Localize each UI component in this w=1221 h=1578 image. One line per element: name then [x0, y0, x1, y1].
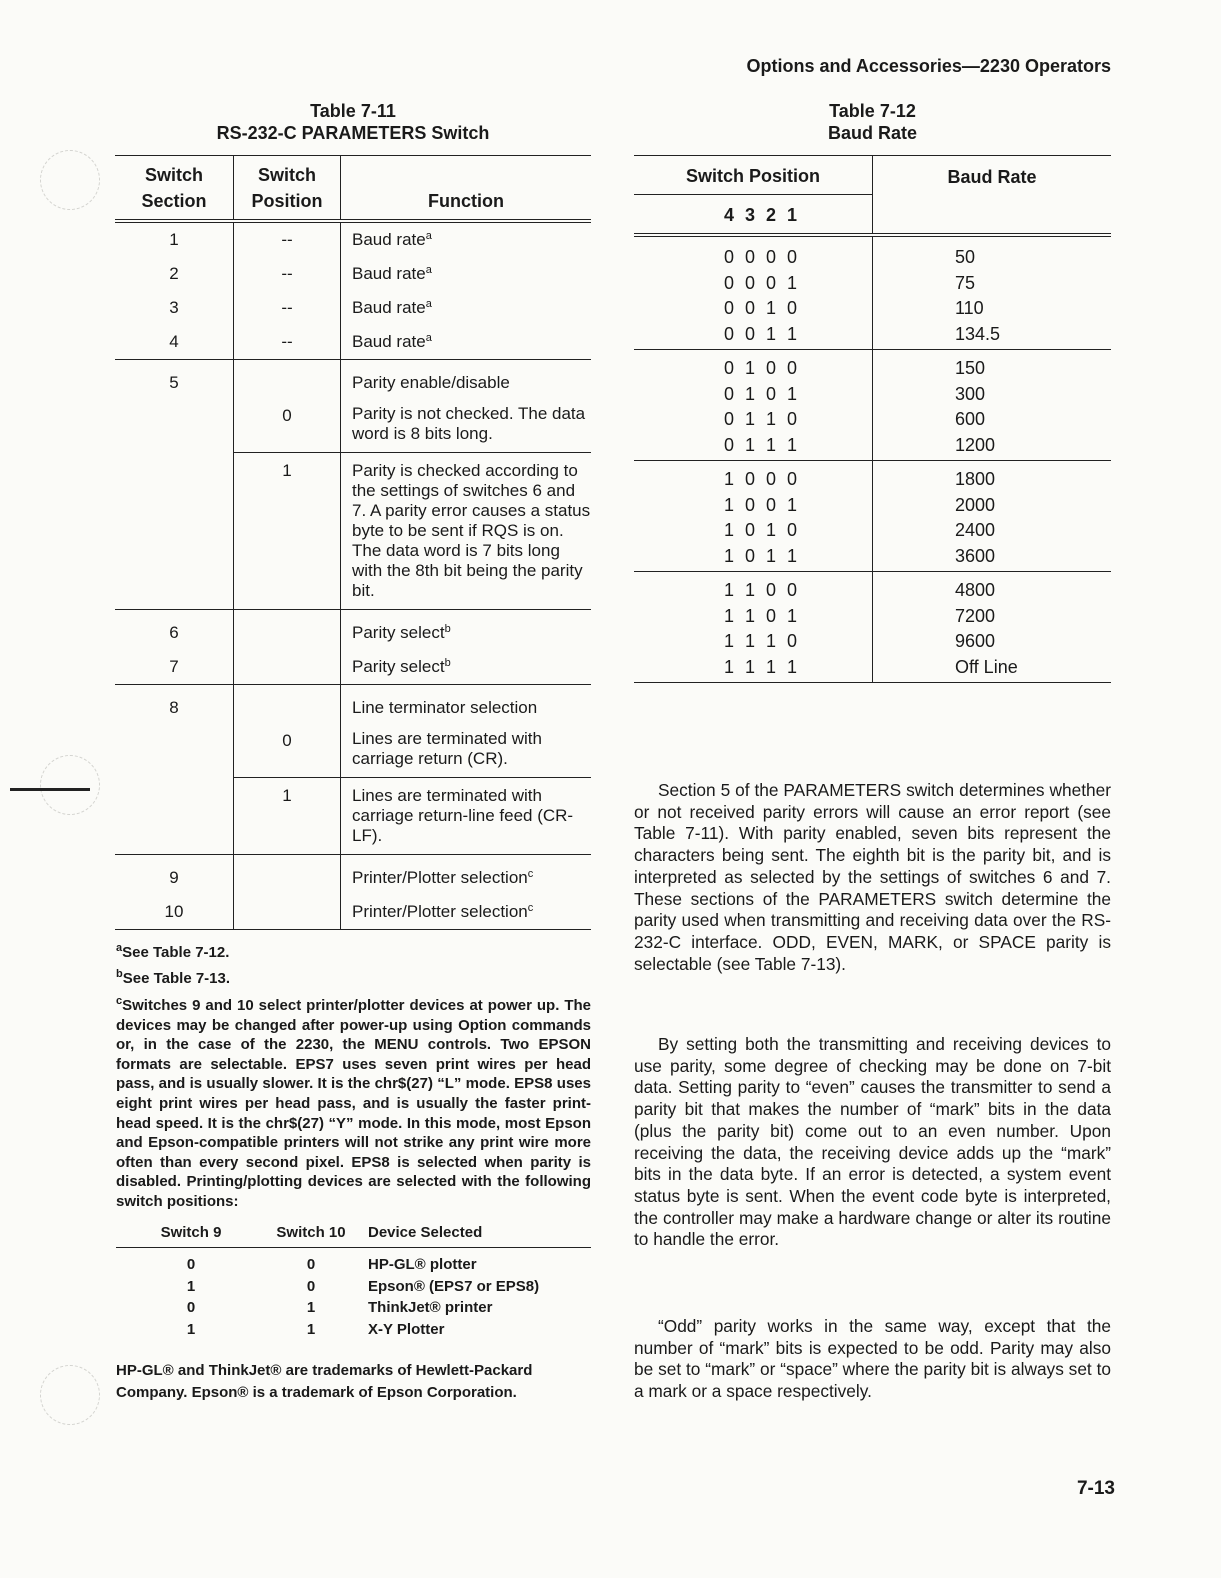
footnote-ref: c	[527, 868, 534, 880]
footnote-ref: b	[444, 623, 451, 635]
table-row	[115, 725, 591, 778]
switch9-cell: 0	[186, 1299, 196, 1317]
switch-bits-cell: 0 1 1 0	[634, 407, 873, 433]
baud-rate-cell: 600	[955, 409, 986, 429]
trademark-note: HP-GL® and ThinkJet® are trademarks of Hewlett-Packard Company. Epson® is a trademark of Epson Corporation.	[116, 1362, 533, 1401]
punch-hole	[40, 150, 100, 210]
table-number: Table 7-11	[310, 101, 396, 121]
function-cell: Printer/Plotter selection$^c$	[341, 855, 592, 896]
table-title: RS-232-C PARAMETERS Switch	[216, 123, 490, 143]
footnote-c: $^c$Switches 9 and 10 select printer/plotter devices at power up. The devices may be changed after power-up using Option commands or, in the case of the 2230, the MENU controls. Two EPSON formats are selectable. EPS7 uses seven print wires per head pass, and is usually slower. It is the chr$(27) “L” mode. EPS8 uses eight print wires per head pass, and is usually the faster print-head speed. It is the chr$(27) “Y” mode. In this mode, most Epson and Epson-compatible printers will not strike any print wire more often than every second pixel. EPS8 is selected when parity is disabled. Printing/plotting devices are selected with the following switch positions:	[116, 995, 591, 1210]
switch-bits-cell: 0 0 1 1	[634, 322, 873, 350]
section-cell	[115, 778, 234, 855]
table-header-row	[634, 156, 1111, 236]
table-row	[115, 453, 591, 610]
position-cell	[234, 685, 341, 726]
table-row	[634, 350, 1111, 382]
table-row	[115, 685, 591, 726]
table-row	[634, 322, 1111, 350]
table-row	[115, 778, 591, 855]
baud-rate-cell: 1200	[955, 434, 996, 455]
section-cell: 7	[115, 650, 234, 685]
function-cell: Baud rate$^a$	[352, 332, 432, 351]
table-7-12-caption	[634, 100, 1111, 144]
baud-rate-cell: 150	[873, 350, 1112, 382]
running-header: Options and Accessories—2230 Operators	[746, 56, 1111, 76]
footnote-ref: a	[425, 332, 432, 344]
table-row	[115, 610, 591, 651]
table-row	[115, 855, 591, 896]
footnote-ref: b	[444, 657, 451, 669]
baud-rate-cell: 1800	[873, 461, 1112, 493]
table-row	[634, 382, 1111, 408]
device-cell: ThinkJet® printer	[368, 1299, 493, 1317]
function-cell: Parity select$^b$	[341, 610, 592, 651]
table-row	[634, 655, 1111, 683]
device-table-header	[116, 1224, 591, 1248]
baud-rate-cell: 3600	[955, 545, 996, 566]
baud-rate-cell: 110	[955, 298, 984, 318]
header-baud-rate: Baud Rate	[947, 167, 1037, 187]
body-paragraph: “Odd” parity works in the same way, except that the number of “mark” bits is expected to be odd. Parity may also be set to “mark” or “space” where the parity bit is always set to a mark or a space respectively.	[634, 1316, 1111, 1402]
table-row	[634, 296, 1111, 322]
table-row	[634, 518, 1111, 544]
switch9-cell: 1	[186, 1277, 196, 1295]
position-cell	[234, 855, 341, 896]
header-device: Device Selected	[356, 1224, 591, 1248]
binder-margin	[10, 20, 44, 1540]
baud-rate-cell: 9600	[955, 631, 996, 651]
function-cell: Parity enable/disable	[341, 360, 592, 401]
binder-mark	[10, 788, 90, 791]
section-cell: 10	[115, 895, 234, 930]
header-function: Function	[428, 191, 504, 211]
switch-bits-cell: 1 1 1 0	[634, 629, 873, 655]
position-cell: --	[234, 221, 341, 257]
footnote-a: $^a$See Table 7-12.	[116, 942, 230, 961]
switch-bits-cell: 1 1 1 1	[634, 655, 873, 683]
position-cell: --	[234, 325, 341, 360]
table-7-11-caption	[115, 100, 591, 144]
punch-hole	[40, 1365, 100, 1425]
switch-bits-cell: 1 0 1 1	[634, 544, 873, 572]
position-cell: --	[234, 257, 341, 291]
header-switch10: Switch 10	[266, 1224, 356, 1248]
section-cell: 5	[115, 360, 234, 401]
table-row	[115, 325, 591, 360]
switch-bits-cell: 1 0 0 1	[634, 493, 873, 519]
baud-rate-cell: 300	[955, 383, 986, 404]
section-cell	[115, 725, 234, 778]
baud-rate-cell: 75	[955, 272, 976, 293]
function-cell: Printer/Plotter selection$^c$	[341, 895, 592, 930]
position-cell	[234, 610, 341, 651]
baud-rate-cell: 2400	[955, 520, 996, 540]
function-cell: Lines are terminated with carriage return-line feed (CR-LF).	[341, 778, 592, 855]
switch-bits-cell: 0 0 1 0	[634, 296, 873, 322]
section-cell: 9	[115, 855, 234, 896]
device-cell: Epson® (EPS7 or EPS8)	[368, 1277, 540, 1295]
baud-rate-cell: Off Line	[873, 655, 1112, 683]
table-row	[115, 400, 591, 453]
table-row	[634, 235, 1111, 271]
punch-hole	[40, 755, 100, 815]
function-cell: Parity is not checked. The data word is 8 bits long.	[352, 404, 586, 443]
baud-rate-table	[634, 155, 1111, 683]
switch-bits-cell: 0 1 0 0	[634, 350, 873, 382]
table-row	[634, 271, 1111, 297]
header-bits: 4 3 2 1	[724, 205, 801, 225]
switch9-cell: 1	[186, 1321, 196, 1339]
table-row	[634, 493, 1111, 519]
baud-rate-cell: 50	[873, 235, 1112, 271]
function-cell: Parity select$^b$	[352, 657, 451, 676]
header-switch9: Switch 9	[116, 1224, 266, 1248]
table-row	[116, 1319, 591, 1341]
table-row	[115, 221, 591, 257]
switch-bits-cell: 0 1 0 1	[634, 382, 873, 408]
table-row	[634, 407, 1111, 433]
table-row	[634, 433, 1111, 461]
table-header-row	[115, 156, 591, 222]
switch-bits-cell: 0 0 0 1	[634, 271, 873, 297]
device-cell: X-Y Plotter	[368, 1321, 445, 1339]
footnote-b: $^b$See Table 7-13.	[116, 968, 231, 987]
switch10-cell: 0	[306, 1277, 316, 1295]
baud-rate-cell: 2000	[955, 494, 996, 515]
section-cell: 4	[115, 325, 234, 360]
switch-bits-cell: 1 0 0 0	[634, 461, 873, 493]
header-switch-position: Switch Position	[234, 156, 341, 222]
position-cell	[234, 895, 341, 930]
switch9-cell: 0	[186, 1256, 196, 1273]
table-row	[116, 1276, 591, 1298]
table-number: Table 7-12	[829, 101, 916, 121]
section-cell	[115, 453, 234, 610]
section-cell: 2	[115, 257, 234, 291]
function-cell: Lines are terminated with carriage return (CR).	[352, 729, 542, 768]
table-title: Baud Rate	[827, 123, 917, 143]
footnote-ref: c	[527, 902, 534, 914]
section-cell: 6	[115, 610, 234, 651]
section-cell: 8	[115, 685, 234, 726]
baud-rate-cell: 134.5	[955, 323, 1001, 344]
footnote-ref: a	[425, 264, 432, 276]
footnote-ref: a	[425, 230, 432, 242]
table-row	[115, 360, 591, 401]
rs232-parameters-table	[115, 155, 591, 930]
switch-bits-cell: 1 1 0 1	[634, 604, 873, 630]
function-cell: Baud rate$^a$	[352, 298, 432, 317]
device-selection-table	[116, 1224, 591, 1341]
section-cell	[115, 400, 234, 453]
function-cell: Line terminator selection	[341, 685, 592, 726]
header-switch-position: Switch Position 4 3 2 1	[634, 156, 873, 236]
table-row	[115, 291, 591, 325]
position-cell: 0	[234, 725, 341, 778]
body-paragraph: By setting both the transmitting and receiving devices to use parity, some degree of checking may be done on 7-bit data. Setting parity to “even” causes the transmitter to send a parity bit that makes the number of “mark” bits in the data (plus the parity bit) come out to an even number. Upon receiving the data, the receiving device adds up the “mark” bits in the data byte. If an error is detected, a system event status byte is sent. When the event code byte is interpreted, the controller may make a hardware change or alter its routine to handle the error.	[634, 1034, 1111, 1250]
table-row	[115, 895, 591, 930]
device-cell: HP-GL® plotter	[368, 1256, 477, 1273]
table-row	[115, 257, 591, 291]
position-cell: --	[234, 291, 341, 325]
switch10-cell: 1	[306, 1299, 316, 1317]
body-paragraph: Section 5 of the PARAMETERS switch determines whether or not received parity errors will cause an error report (see Table 7-11). With parity enabled, seven bits represent the characters being sent. The eighth bit is the parity bit, and is interpreted as selected by the settings of switches 6 and 7. These sections of the PARAMETERS switch determine the parity used when transmitting and receiving data over the RS-232-C interface. ODD, EVEN, MARK, or SPACE parity is selectable (see Table 7-13).	[634, 780, 1111, 974]
table-row	[634, 461, 1111, 493]
position-cell	[234, 650, 341, 685]
switch10-cell: 0	[306, 1256, 316, 1273]
baud-rate-cell: 4800	[873, 572, 1112, 604]
position-cell: 0	[234, 400, 341, 453]
function-cell: Parity is checked according to the settings of switches 6 and 7. A parity error causes a status byte to be sent if RQS is on. The data word is 7 bits long with the 8th bit being the parity bit.	[341, 453, 592, 610]
baud-rate-cell: 7200	[955, 605, 996, 626]
switch-bits-cell: 1 1 0 0	[634, 572, 873, 604]
function-cell: Baud rate$^a$	[352, 230, 432, 249]
table-row	[116, 1297, 591, 1319]
header-switch-section: Switch Section	[115, 156, 234, 222]
position-cell: 1	[234, 778, 341, 855]
position-cell: 1	[234, 453, 341, 610]
footnote-ref: a	[425, 298, 432, 310]
switch-bits-cell: 1 0 1 0	[634, 518, 873, 544]
table-row	[634, 572, 1111, 604]
table-row	[634, 604, 1111, 630]
section-cell: 1	[115, 221, 234, 257]
position-cell	[234, 360, 341, 401]
function-cell: Baud rate$^a$	[352, 264, 432, 283]
section-cell: 3	[115, 291, 234, 325]
switch-bits-cell: 0 1 1 1	[634, 433, 873, 461]
table-row	[115, 650, 591, 685]
table-row	[634, 544, 1111, 572]
table-row	[116, 1248, 591, 1276]
switch10-cell: 1	[306, 1321, 316, 1339]
page-number: 7-13	[1076, 1478, 1115, 1499]
switch-bits-cell: 0 0 0 0	[634, 235, 873, 271]
table-row	[634, 629, 1111, 655]
